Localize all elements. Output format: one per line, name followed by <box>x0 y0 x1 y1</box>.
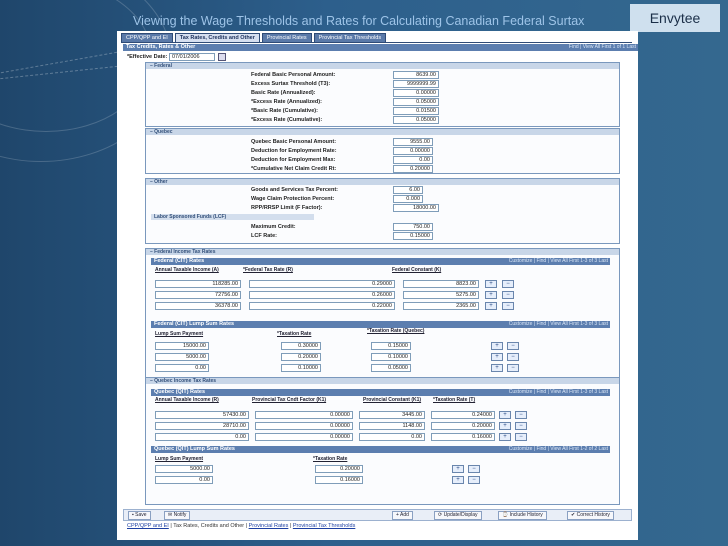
footer-toolbar <box>123 509 632 521</box>
delete-row-button[interactable]: − <box>515 433 527 441</box>
notify-icon: ✉ <box>168 512 174 518</box>
federal-lump-grid-nav[interactable]: Customize | Find | View All First 1-3 of 3 Last <box>508 321 608 327</box>
update-display-button[interactable]: ⟳ Update/Display <box>434 511 482 520</box>
link-provincial-rates[interactable]: Provincial Rates <box>248 523 289 529</box>
col-qc-annual-taxable-income: Annual Taxable Income (R) <box>155 397 219 403</box>
page-tabs <box>121 33 388 42</box>
delete-row-button[interactable]: − <box>502 302 514 310</box>
add-icon: + <box>396 512 401 518</box>
delete-row-button[interactable]: − <box>468 465 480 473</box>
page-header-title: Tax Credits, Rates & Other <box>126 44 196 50</box>
table-row: 0.00 0.16000 <box>155 476 363 484</box>
page-header-nav[interactable]: Find | View All First 1 of 1 Last <box>568 44 636 50</box>
save-button[interactable]: ▪ Save <box>128 511 151 520</box>
col-qc-lump-taxation-rate: *Taxation Rate <box>313 456 348 462</box>
federal-field-basic-rate-cum: *Basic Rate (Cumulative): 0.01500 <box>251 107 439 115</box>
lsf-subsection-header: Labor Sponsored Funds (LCF) <box>151 214 314 220</box>
other-field: RPP/RRSP Limit (F Factor): 18000.00 <box>251 204 439 212</box>
other-section-header: – Other <box>146 179 619 185</box>
page-header <box>123 44 638 51</box>
gst-percent-input[interactable]: 6.00 <box>393 186 423 194</box>
federal-excess-threshold-input[interactable]: 9999999.99 <box>393 80 439 88</box>
effective-date-label: *Effective Date: <box>127 54 168 60</box>
quebec-field: Quebec Basic Personal Amount: 9555.00 <box>251 138 433 146</box>
history-icon: ⌚ <box>502 512 510 518</box>
federal-basic-personal-input[interactable]: 8639.00 <box>393 71 439 79</box>
federal-field-basic-personal: Federal Basic Personal Amount: 8639.00 <box>251 71 439 79</box>
lsf-max-credit-input[interactable]: 750.00 <box>393 223 433 231</box>
table-row: 28710.00 0.00000 1148.00 0.20000 <box>155 422 495 430</box>
add-row-button[interactable]: + <box>452 476 464 484</box>
quebec-field: *Cumulative Net Claim Credit Rt: 0.20000 <box>251 165 433 173</box>
col-qc-prov-constant: Provincial Constant (K1) <box>363 397 422 403</box>
table-row: 57430.00 0.00000 3445.00 0.24000 <box>155 411 495 419</box>
quebec-income-tax-header: – Quebec Income Tax Rates <box>146 378 619 384</box>
quebec-rates-grid-nav[interactable]: Customize | Find | View All First 1-3 of 3 Last <box>508 389 608 395</box>
tab-provincial-rates[interactable]: Provincial Rates <box>262 33 312 43</box>
add-row-button[interactable]: + <box>491 353 503 361</box>
quebec-basic-personal-input[interactable]: 9555.00 <box>393 138 433 146</box>
effective-date-field[interactable]: 07/01/2006 <box>169 53 215 61</box>
delete-row-button[interactable]: − <box>468 476 480 484</box>
brand-logo: Envytee <box>630 4 720 32</box>
federal-basic-rate-annual-input[interactable]: 0.00000 <box>393 89 439 97</box>
tab-cpp-qpp-ei[interactable]: CPP/QPP and EI <box>121 33 173 43</box>
federal-field-basic-rate-annual: Basic Rate (Annualized): 0.00000 <box>251 89 439 97</box>
table-row: 5000.00 0.20000 <box>155 465 363 473</box>
peoplesoft-screenshot <box>117 31 638 540</box>
quebec-field: Deduction for Employment Max: 0.00 <box>251 156 433 164</box>
add-row-button[interactable]: + <box>491 364 503 372</box>
tab-provincial-tax-thresholds[interactable]: Provincial Tax Thresholds <box>314 33 386 43</box>
federal-rates-grid-header: Federal (CIT) Rates Customize | Find | View All First 1-3 of 3 Last <box>151 258 610 265</box>
slide-title: Viewing the Wage Thresholds and Rates for Calculating Canadian Federal Surtax <box>133 14 585 28</box>
quebec-section-header: – Quebec <box>146 129 619 135</box>
delete-row-button[interactable]: − <box>507 353 519 361</box>
link-cpp-qpp-ei[interactable]: CPP/QPP and EI <box>127 523 169 529</box>
current-page-label: Tax Rates, Credits and Other <box>173 523 245 529</box>
tab-underline <box>121 42 632 43</box>
col-qc-taxation-rate: *Taxation Rate (T) <box>433 397 476 403</box>
correct-icon: ✔ <box>571 512 577 518</box>
delete-row-button[interactable]: − <box>515 422 527 430</box>
add-row-button[interactable]: + <box>499 422 511 430</box>
add-row-button[interactable]: + <box>499 433 511 441</box>
delete-row-button[interactable]: − <box>502 291 514 299</box>
col-taxation-rate-quebec: *Taxation Rate (Quebec) <box>367 328 425 334</box>
calendar-icon[interactable] <box>218 53 226 61</box>
tab-tax-rates-credits[interactable]: Tax Rates, Credits and Other <box>175 33 260 43</box>
effective-date-row <box>127 53 226 61</box>
quebec-lump-grid-nav[interactable]: Customize | Find | View All First 1-2 of 2 Last <box>508 446 608 452</box>
link-provincial-tax-thresholds[interactable]: Provincial Tax Thresholds <box>292 523 356 529</box>
col-federal-constant: Federal Constant (K) <box>392 267 442 273</box>
correct-history-button[interactable]: ✔ Correct History <box>567 511 614 520</box>
quebec-net-claim-rate-input[interactable]: 0.20000 <box>393 165 433 173</box>
table-row: 5000.00 0.20000 0.10000 <box>155 353 411 361</box>
lsf-rate-input[interactable]: 0.15000 <box>393 232 433 240</box>
federal-field-excess-threshold: Excess Surtax Threshold (T3): 9999999.99 <box>251 80 439 88</box>
quebec-deduction-rate-input[interactable]: 0.00000 <box>393 147 433 155</box>
add-button[interactable]: + Add <box>392 511 413 520</box>
col-taxation-rate: *Taxation Rate <box>277 331 312 337</box>
federal-basic-rate-cum-input[interactable]: 0.01500 <box>393 107 439 115</box>
col-qc-lump-sum-payment: Lump Sum Payment <box>155 456 204 462</box>
table-row: 15000.00 0.30000 0.15000 <box>155 342 411 350</box>
federal-rates-grid-nav[interactable]: Customize | Find | View All First 1-3 of 3 Last <box>508 258 608 264</box>
table-row: 72756.00 0.26000 5275.00 <box>155 291 479 299</box>
quebec-field: Deduction for Employment Rate: 0.00000 <box>251 147 433 155</box>
page-links: CPP/QPP and EI | Tax Rates, Credits and Other | Provincial Rates | Provincial Tax Thresholds <box>127 523 356 529</box>
add-row-button[interactable]: + <box>485 280 497 288</box>
col-federal-tax-rate: *Federal Tax Rate (R) <box>243 267 293 273</box>
delete-row-button[interactable]: − <box>502 280 514 288</box>
add-row-button[interactable]: + <box>452 465 464 473</box>
federal-field-excess-rate-cum: *Excess Rate (Cumulative): 0.05000 <box>251 116 439 124</box>
lsf-field: Maximum Credit: 750.00 <box>251 223 433 231</box>
table-row: 118285.00 0.29000 8823.00 <box>155 280 479 288</box>
federal-excess-rate-cum-input[interactable]: 0.05000 <box>393 116 439 124</box>
add-row-button[interactable]: + <box>485 291 497 299</box>
delete-row-button[interactable]: − <box>515 411 527 419</box>
quebec-rates-grid-header: Quebec (QIT) Rates Customize | Find | View All First 1-3 of 3 Last <box>151 389 610 396</box>
update-icon: ⟳ <box>438 512 444 518</box>
table-row: 0.00 0.00000 0.00 0.16000 <box>155 433 495 441</box>
rpp-rrsp-limit-input[interactable]: 18000.00 <box>393 204 439 212</box>
delete-row-button[interactable]: − <box>507 342 519 350</box>
federal-section-header: – Federal <box>146 63 619 69</box>
include-history-button[interactable]: ⌚ Include History <box>498 511 547 520</box>
add-row-button[interactable]: + <box>485 302 497 310</box>
federal-field-excess-rate-annual: *Excess Rate (Annualized): 0.05000 <box>251 98 439 106</box>
other-field: Wage Claim Protection Percent: 0.000 <box>251 195 423 203</box>
table-row: 0.00 0.10000 0.05000 <box>155 364 411 372</box>
other-field: Goods and Services Tax Percent: 6.00 <box>251 186 423 194</box>
table-row: 36378.00 0.22000 2365.00 <box>155 302 479 310</box>
add-row-button[interactable]: + <box>499 411 511 419</box>
save-icon: ▪ <box>132 512 136 518</box>
add-row-button[interactable]: + <box>491 342 503 350</box>
quebec-deduction-max-input[interactable]: 0.00 <box>393 156 433 164</box>
wage-claim-percent-input[interactable]: 0.000 <box>393 195 423 203</box>
federal-income-tax-header: – Federal Income Tax Rates <box>146 249 619 255</box>
notify-button[interactable]: ✉ Notify <box>164 511 190 520</box>
col-annual-taxable-income: Annual Taxable Income (A) <box>155 267 219 273</box>
quebec-lump-grid-header: Quebec (QIT) Lump Sum Rates Customize | Find | View All First 1-2 of 2 Last <box>151 446 610 453</box>
col-lump-sum-payment: Lump Sum Payment <box>155 331 204 337</box>
federal-lump-grid-header: Federal (CIT) Lump Sum Rates Customize | Find | View All First 1-3 of 3 Last <box>151 321 610 328</box>
lsf-field: LCF Rate: 0.15000 <box>251 232 433 240</box>
col-qc-prov-tax-factor: Provincial Tax Cndt Factor (K1) <box>252 397 327 403</box>
federal-excess-rate-annual-input[interactable]: 0.05000 <box>393 98 439 106</box>
delete-row-button[interactable]: − <box>507 364 519 372</box>
